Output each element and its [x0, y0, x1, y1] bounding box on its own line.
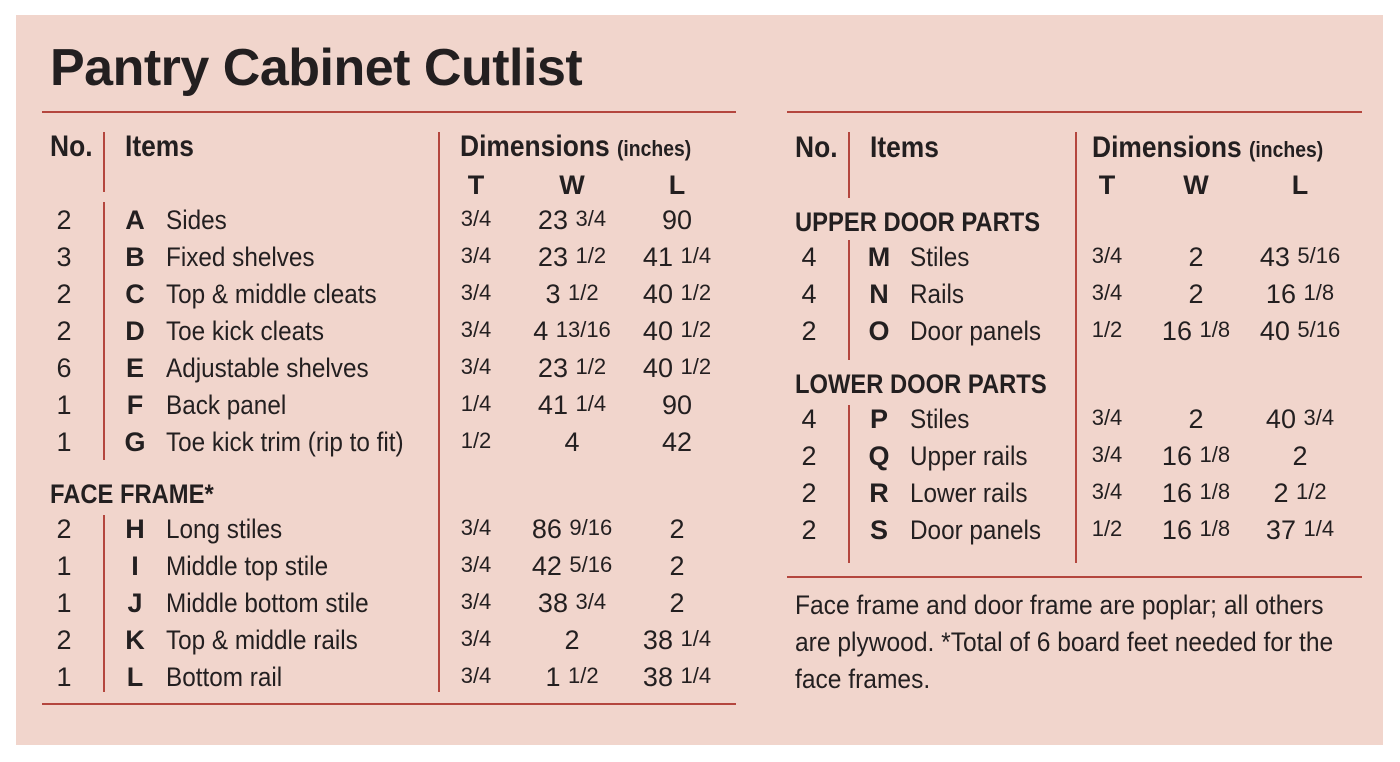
- fraction: 3/4: [1091, 442, 1123, 467]
- fraction: 3/4: [1091, 405, 1123, 430]
- cell-letter: K: [125, 625, 145, 655]
- cell-qty: 3: [56, 242, 72, 272]
- left-top-rule: [42, 111, 736, 113]
- cell-desc: Middle bottom stile: [166, 588, 369, 618]
- right-header-l: L: [1291, 170, 1309, 200]
- right-header-t: T: [1098, 170, 1116, 200]
- cell-qty: 4: [801, 279, 817, 309]
- fraction: 1/2: [680, 280, 712, 305]
- fraction: 1/4: [680, 243, 712, 268]
- fraction: 3/4: [460, 206, 492, 231]
- cell-letter: M: [867, 242, 891, 272]
- cell-desc: Stiles: [910, 242, 970, 272]
- cell-letter: P: [869, 404, 888, 434]
- fraction: 1/2: [567, 280, 599, 305]
- lower-door-parts-label: LOWER DOOR PARTS: [795, 369, 1047, 399]
- cell-letter: S: [869, 515, 888, 545]
- cell-l: 90: [661, 390, 693, 420]
- fraction: 1/2: [1295, 479, 1327, 504]
- fraction: 3/4: [460, 589, 492, 614]
- face-frame-label: FACE FRAME*: [50, 479, 214, 509]
- fraction: 1/2: [1091, 516, 1123, 541]
- cell-desc: Door panels: [910, 515, 1042, 545]
- cell-letter: A: [125, 205, 145, 235]
- cell-desc: Sides: [166, 205, 227, 235]
- fraction: 1/4: [460, 391, 492, 416]
- cell-letter: L: [126, 662, 144, 692]
- right-no-divider: [848, 132, 850, 198]
- cell-qty: 2: [801, 515, 817, 545]
- fraction: 3/4: [460, 280, 492, 305]
- cell-w: 3 1/2: [545, 279, 599, 309]
- cell-w: 23 3/4: [537, 205, 607, 235]
- cell-w: 1 1/2: [545, 662, 599, 692]
- cell-w: 16 1/8: [1161, 316, 1231, 346]
- cell-l: 41 1/4: [642, 242, 712, 272]
- fraction: 1/2: [567, 663, 599, 688]
- fraction: 1/2: [460, 428, 492, 453]
- cell-w: 4: [564, 427, 580, 457]
- cell-letter: N: [869, 279, 889, 309]
- cell-l: 16 1/8: [1265, 279, 1335, 309]
- fraction: 3/4: [1091, 243, 1123, 268]
- fraction: 1/4: [680, 626, 712, 651]
- cell-qty: 2: [801, 441, 817, 471]
- cell-l: 40 1/2: [642, 279, 712, 309]
- cell-w: 86 9/16: [531, 514, 613, 544]
- cell-letter: F: [126, 390, 144, 420]
- fraction: 5/16: [569, 552, 613, 577]
- cell-w: 23 1/2: [537, 353, 607, 383]
- cell-l: 43 5/16: [1259, 242, 1341, 272]
- cell-w: 2: [1188, 404, 1204, 434]
- cell-qty: 2: [801, 316, 817, 346]
- cell-w: 23 1/2: [537, 242, 607, 272]
- cell-desc: Stiles: [910, 404, 970, 434]
- cell-qty: 1: [56, 588, 72, 618]
- cell-qty: 4: [801, 242, 817, 272]
- cell-letter: B: [125, 242, 145, 272]
- cell-w: 2: [564, 625, 580, 655]
- cell-desc: Adjustable shelves: [166, 353, 369, 383]
- left-header-w: W: [559, 170, 585, 200]
- cell-letter: R: [869, 478, 889, 508]
- cell-desc: Top & middle cleats: [166, 279, 377, 309]
- left-header-items: Items: [125, 130, 194, 163]
- right-header-units: (inches): [1248, 137, 1324, 162]
- right-bottom-rule: [787, 576, 1362, 578]
- cell-w: 4 13/16: [533, 316, 611, 346]
- cell-l: 2: [669, 588, 685, 618]
- left-header-no: No.: [50, 130, 93, 163]
- cell-desc: Top & middle rails: [166, 625, 358, 655]
- cell-l: 38 1/4: [642, 662, 712, 692]
- fraction: 5/16: [1297, 243, 1341, 268]
- cell-letter: C: [125, 279, 145, 309]
- fraction: 1/2: [680, 354, 712, 379]
- fraction: 3/4: [460, 552, 492, 577]
- cell-w: 2: [1188, 279, 1204, 309]
- cell-l: 40 1/2: [642, 353, 712, 383]
- cell-desc: Back panel: [166, 390, 287, 420]
- fraction: 1/4: [680, 663, 712, 688]
- footnote: Face frame and door frame are poplar; all others are plywood. *Total of 6 board feet needed for the face frames.: [795, 590, 1334, 694]
- right-no-divider-upper: [848, 240, 850, 360]
- cell-l: 38 1/4: [642, 625, 712, 655]
- fraction: 9/16: [569, 515, 613, 540]
- cell-desc: Door panels: [910, 316, 1042, 346]
- fraction: 1/8: [1199, 442, 1231, 467]
- cell-letter: O: [868, 316, 890, 346]
- cell-w: 38 3/4: [537, 588, 607, 618]
- left-header-dimensions-label: Dimensions: [460, 130, 610, 163]
- cell-l: 37 1/4: [1265, 515, 1335, 545]
- cell-desc: Bottom rail: [166, 662, 283, 692]
- cell-letter: E: [125, 353, 144, 383]
- right-top-rule: [787, 111, 1362, 113]
- cell-w: 41 1/4: [537, 390, 607, 420]
- cell-l: 2: [1292, 441, 1308, 471]
- left-no-divider: [103, 132, 105, 192]
- cell-qty: 2: [56, 514, 72, 544]
- cell-desc: Toe kick trim (rip to fit): [166, 427, 404, 457]
- cell-desc: Toe kick cleats: [166, 316, 325, 346]
- cell-qty: 1: [56, 390, 72, 420]
- page-title: Pantry Cabinet Cutlist: [50, 39, 583, 97]
- cell-w: 16 1/8: [1161, 515, 1231, 545]
- cell-l: 40 5/16: [1259, 316, 1341, 346]
- fraction: 3/4: [575, 589, 607, 614]
- cell-w: 16 1/8: [1161, 478, 1231, 508]
- cell-letter: G: [124, 427, 146, 457]
- fraction: 1/2: [1091, 317, 1123, 342]
- cell-w: 42 5/16: [531, 551, 613, 581]
- fraction: 1/2: [680, 317, 712, 342]
- right-no-divider-lower: [848, 405, 850, 563]
- cell-w: 2: [1188, 242, 1204, 272]
- fraction: 3/4: [1091, 479, 1123, 504]
- cell-desc: Rails: [910, 279, 965, 309]
- cell-letter: I: [131, 551, 139, 581]
- cell-desc: Fixed shelves: [166, 242, 315, 272]
- cell-desc: Middle top stile: [166, 551, 329, 581]
- right-header-dimensions: [1092, 131, 1323, 165]
- cell-qty: 4: [801, 404, 817, 434]
- cell-l: 2: [669, 514, 685, 544]
- cell-qty: 1: [56, 551, 72, 581]
- cell-qty: 2: [56, 625, 72, 655]
- upper-door-parts-label: UPPER DOOR PARTS: [795, 207, 1041, 237]
- cell-l: 42: [661, 427, 693, 457]
- left-no-divider-rows: [103, 202, 105, 460]
- cell-w: 16 1/8: [1161, 441, 1231, 471]
- right-header-no: No.: [795, 131, 838, 164]
- cell-qty: 2: [801, 478, 817, 508]
- cell-qty: 2: [56, 316, 72, 346]
- left-header-t: T: [467, 170, 485, 200]
- fraction: 1/8: [1199, 479, 1231, 504]
- fraction: 1/8: [1303, 280, 1335, 305]
- right-header-w: W: [1183, 170, 1209, 200]
- cell-l: 2 1/2: [1273, 478, 1327, 508]
- fraction: 3/4: [460, 626, 492, 651]
- cell-letter: H: [125, 514, 145, 544]
- left-header-l: L: [668, 170, 686, 200]
- cell-qty: 1: [56, 662, 72, 692]
- cell-qty: 2: [56, 205, 72, 235]
- cell-desc: Lower rails: [910, 478, 1028, 508]
- fraction: 3/4: [1091, 280, 1123, 305]
- cell-l: 40 3/4: [1265, 404, 1335, 434]
- cell-desc: Long stiles: [166, 514, 283, 544]
- cell-l: 2: [669, 551, 685, 581]
- fraction: 1/2: [575, 354, 607, 379]
- fraction: 13/16: [555, 317, 611, 342]
- fraction: 1/2: [575, 243, 607, 268]
- right-header-dimensions-label: Dimensions: [1092, 131, 1242, 164]
- cell-l: 40 1/2: [642, 316, 712, 346]
- fraction: 3/4: [460, 663, 492, 688]
- cell-desc: Upper rails: [910, 441, 1028, 471]
- left-header-units: (inches): [616, 136, 692, 161]
- cell-letter: Q: [868, 441, 890, 471]
- cell-qty: 1: [56, 427, 72, 457]
- left-header-dimensions: [460, 130, 691, 164]
- fraction: 3/4: [575, 206, 607, 231]
- right-header-items: Items: [870, 131, 939, 164]
- left-no-divider-face: [103, 515, 105, 692]
- fraction: 3/4: [460, 243, 492, 268]
- cell-letter: J: [127, 588, 143, 618]
- cell-l: 90: [661, 205, 693, 235]
- fraction: 1/4: [575, 391, 607, 416]
- fraction: 1/4: [1303, 516, 1335, 541]
- cell-qty: 2: [56, 279, 72, 309]
- left-bottom-rule: [42, 703, 736, 705]
- fraction: 5/16: [1297, 317, 1341, 342]
- fraction: 3/4: [460, 515, 492, 540]
- cell-qty: 6: [56, 353, 72, 383]
- fraction: 3/4: [1303, 405, 1335, 430]
- cell-letter: D: [125, 316, 145, 346]
- fraction: 3/4: [460, 317, 492, 342]
- fraction: 3/4: [460, 354, 492, 379]
- fraction: 1/8: [1199, 317, 1231, 342]
- fraction: 1/8: [1199, 516, 1231, 541]
